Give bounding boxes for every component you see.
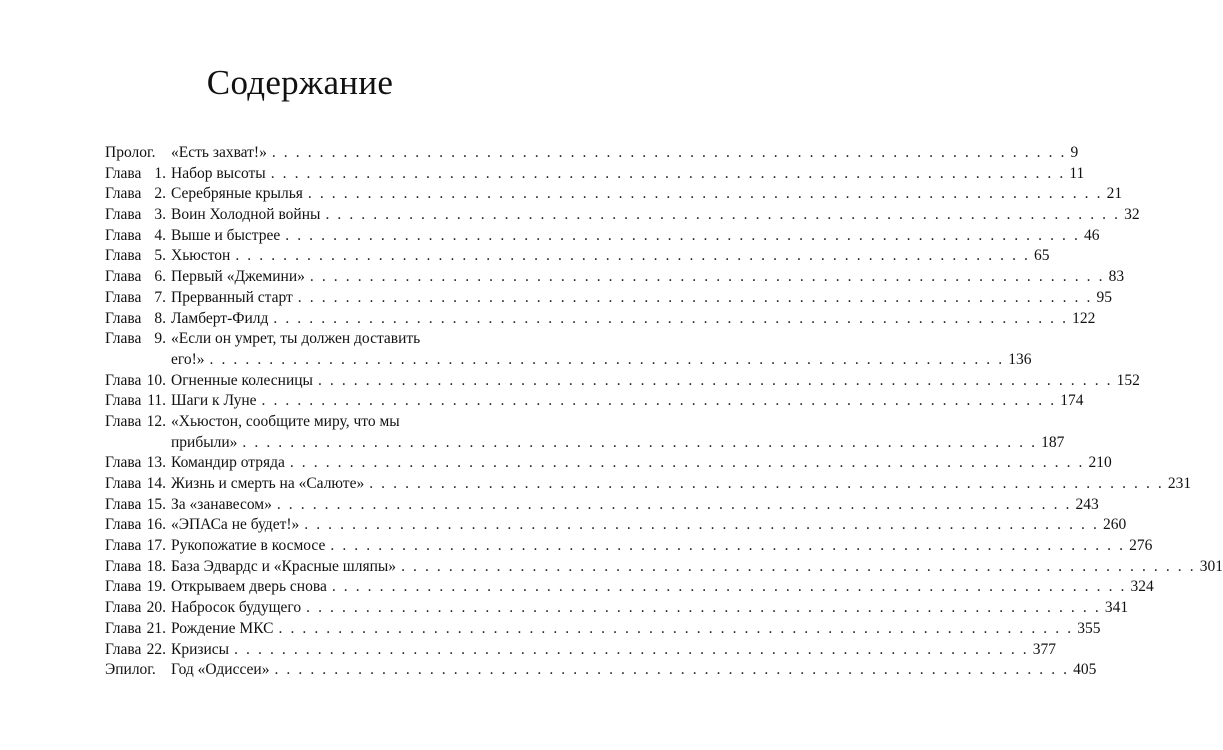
entry-title: Прерванный старт — [171, 288, 293, 306]
entry-label — [105, 164, 166, 185]
toc-entry-chapter-10 — [105, 371, 1140, 392]
toc-entry-chapter-8 — [105, 309, 1096, 330]
entry-title: Открываем дверь снова — [171, 578, 327, 596]
entry-label — [105, 598, 166, 619]
entry-label — [105, 288, 166, 309]
entry-prefix: Глава — [105, 330, 142, 348]
entry-title-continuation: прибыли» — [171, 433, 238, 451]
entry-number: 13. — [146, 454, 166, 472]
entry-number: 22. — [146, 640, 166, 658]
entry-prefix: Глава — [105, 206, 142, 224]
entry-body — [166, 205, 1140, 226]
entry-number: 11. — [147, 392, 166, 410]
dot-leader — [277, 495, 1072, 516]
entry-page-number: 32 — [1124, 206, 1140, 224]
entry-number: 16. — [146, 516, 166, 534]
dot-leader — [308, 184, 1103, 205]
entry-title: Первый «Джемини» — [171, 268, 305, 286]
dot-leader — [401, 557, 1196, 578]
entry-body — [166, 640, 1057, 661]
entry-prefix: Глава — [105, 640, 142, 658]
entry-label — [105, 184, 166, 205]
entry-body — [166, 536, 1153, 557]
entry-number: 6. — [154, 268, 166, 286]
entry-page-number: 187 — [1041, 433, 1065, 451]
entry-label — [105, 143, 166, 164]
entry-page-number: 341 — [1104, 599, 1129, 617]
entry-label — [105, 371, 166, 392]
toc-entry-epilog — [105, 660, 1097, 681]
entry-prefix: Глава — [105, 537, 142, 555]
entry-prefix: Пролог. — [105, 144, 156, 161]
toc-entry-chapter-17 — [105, 536, 1153, 557]
entry-label — [105, 267, 166, 288]
entry-prefix: Глава — [105, 599, 142, 617]
entry-prefix: Глава — [105, 454, 142, 472]
dot-leader — [318, 371, 1113, 392]
entry-body — [166, 474, 1192, 495]
entry-label — [105, 329, 166, 350]
entry-number: 17. — [146, 537, 166, 555]
entry-body — [166, 515, 1127, 536]
dot-leader — [272, 143, 1067, 164]
dot-leader — [273, 309, 1068, 330]
entry-body — [166, 577, 1154, 598]
entry-prefix: Эпилог. — [105, 661, 156, 679]
entry-prefix: Глава — [105, 371, 142, 389]
entry-prefix: Глава — [105, 268, 142, 286]
dot-leader — [279, 619, 1074, 640]
entry-label — [105, 412, 166, 433]
entry-body — [166, 246, 1050, 267]
toc-entry-chapter-19 — [105, 577, 1154, 598]
entry-page-number: 377 — [1032, 640, 1057, 658]
dot-leader — [298, 288, 1093, 309]
toc-entry-chapter-15 — [105, 495, 1099, 516]
table-of-contents — [105, 143, 1223, 681]
entry-number: 14. — [146, 475, 166, 493]
entry-title: Воин Холодной войны — [171, 206, 321, 224]
dot-leader — [325, 205, 1120, 226]
entry-label — [105, 205, 166, 226]
entry-label — [105, 660, 166, 681]
entry-title: Жизнь и смерть на «Салюте» — [171, 475, 365, 493]
toc-entry-chapter-16 — [105, 515, 1127, 536]
entry-body — [166, 557, 1223, 578]
entry-number: 4. — [154, 226, 166, 244]
entry-prefix: Глава — [105, 412, 142, 430]
entry-page-number: 260 — [1102, 516, 1127, 534]
entry-number: 10. — [146, 371, 166, 389]
dot-leader — [262, 391, 1057, 412]
entry-body — [166, 598, 1129, 619]
page-title: Содержание — [206, 63, 394, 102]
entry-number: 5. — [154, 247, 166, 265]
entry-body — [166, 184, 1123, 205]
entry-page-number: 276 — [1129, 537, 1153, 555]
entry-prefix: Глава — [105, 288, 142, 306]
entry-prefix: Глава — [105, 475, 142, 493]
entry-prefix: Глава — [105, 309, 142, 327]
toc-entry-chapter-9 — [105, 329, 1032, 370]
dot-leader — [332, 577, 1127, 598]
entry-title: «Хьюстон, сообщите миру, что мы — [171, 412, 400, 430]
dot-leader — [210, 350, 1005, 371]
entry-body — [166, 329, 1032, 370]
entry-page-number: 122 — [1072, 309, 1096, 327]
dot-leader — [304, 515, 1099, 536]
entry-page-number: 210 — [1088, 454, 1112, 472]
entry-label — [105, 391, 166, 412]
entry-number: 21. — [146, 619, 166, 637]
entry-title: Шаги к Луне — [171, 392, 257, 410]
entry-title: «Есть захват!» — [171, 144, 267, 161]
dot-leader — [234, 640, 1029, 661]
entry-title: Огненные колесницы — [171, 371, 313, 389]
entry-body — [166, 660, 1097, 681]
dot-leader — [310, 267, 1105, 288]
entry-title: Командир отряда — [171, 454, 285, 472]
dot-leader — [235, 246, 1030, 267]
entry-page-number: 83 — [1108, 268, 1125, 286]
entry-prefix: Глава — [105, 516, 142, 534]
entry-page-number: 405 — [1073, 661, 1097, 679]
toc-entry-chapter-21 — [105, 619, 1101, 640]
entry-label — [105, 495, 166, 516]
toc-entry-chapter-4 — [105, 226, 1100, 247]
toc-entry-chapter-12 — [105, 412, 1065, 453]
entry-label — [105, 474, 166, 495]
dot-leader — [242, 433, 1037, 454]
entry-page-number: 301 — [1199, 557, 1223, 575]
dot-leader — [285, 226, 1080, 247]
entry-page-number: 9 — [1070, 144, 1079, 161]
entry-title: «ЭПАСа не будет!» — [171, 516, 300, 534]
entry-title-continuation: его!» — [171, 350, 205, 368]
entry-title: Год «Одиссеи» — [171, 661, 270, 679]
entry-label — [105, 246, 166, 267]
toc-entry-chapter-13 — [105, 453, 1112, 474]
toc-entry-chapter-7 — [105, 288, 1112, 309]
entry-number: 9. — [154, 330, 166, 348]
entry-prefix: Глава — [105, 164, 142, 182]
entry-number: 8. — [154, 309, 166, 327]
entry-label — [105, 515, 166, 536]
entry-label — [105, 453, 166, 474]
toc-entry-chapter-11 — [105, 391, 1084, 412]
entry-title: Рукопожатие в космосе — [171, 537, 326, 555]
entry-label — [105, 577, 166, 598]
entry-title: Серебряные крылья — [171, 185, 303, 203]
entry-prefix: Глава — [105, 226, 142, 244]
entry-body — [166, 143, 1079, 164]
entry-page-number: 243 — [1075, 495, 1099, 513]
entry-page-number: 95 — [1096, 288, 1112, 306]
entry-body — [166, 309, 1096, 330]
entry-page-number: 355 — [1077, 619, 1101, 637]
toc-entry-chapter-1 — [105, 164, 1085, 185]
entry-title: Хьюстон — [171, 247, 231, 265]
entry-page-number: 11 — [1069, 164, 1085, 182]
entry-page-number: 21 — [1106, 185, 1123, 203]
dot-leader — [290, 453, 1085, 474]
entry-number: 12. — [146, 412, 166, 430]
toc-entry-chapter-2 — [105, 184, 1123, 205]
entry-label — [105, 226, 166, 247]
entry-number: 20. — [146, 599, 166, 617]
entry-body — [166, 371, 1140, 392]
toc-entry-chapter-3 — [105, 205, 1140, 226]
entry-number: 15. — [146, 495, 166, 513]
entry-body — [166, 164, 1085, 185]
dot-leader — [369, 474, 1164, 495]
entry-prefix: Глава — [105, 185, 142, 203]
entry-label — [105, 536, 166, 557]
entry-body — [166, 391, 1084, 412]
entry-title: База Эдвардс и «Красные шляпы» — [171, 557, 397, 575]
entry-label — [105, 309, 166, 330]
entry-page-number: 152 — [1116, 371, 1140, 389]
entry-page-number: 174 — [1060, 392, 1084, 410]
entry-prefix: Глава — [105, 247, 142, 265]
entry-body — [166, 495, 1099, 516]
entry-prefix: Глава — [105, 578, 142, 596]
entry-title: Ламберт-Филд — [171, 309, 269, 327]
entry-prefix: Глава — [105, 557, 142, 575]
entry-label — [105, 640, 166, 661]
toc-entry-chapter-14 — [105, 474, 1192, 495]
entry-number: 2. — [154, 185, 166, 203]
toc-entry-chapter-22 — [105, 640, 1057, 661]
entry-body — [166, 412, 1065, 453]
entry-body — [166, 267, 1125, 288]
entry-page-number: 324 — [1130, 578, 1154, 596]
dot-leader — [330, 536, 1125, 557]
toc-entry-chapter-18 — [105, 557, 1223, 578]
entry-title: Выше и быстрее — [171, 226, 281, 244]
entry-number: 18. — [146, 557, 166, 575]
toc-entry-chapter-5 — [105, 246, 1050, 267]
entry-number: 1. — [154, 164, 166, 182]
entry-number: 7. — [154, 288, 166, 306]
entry-prefix: Глава — [105, 392, 142, 410]
entry-label — [105, 557, 166, 578]
entry-title: Набросок будущего — [171, 599, 302, 617]
dot-leader — [274, 660, 1069, 681]
toc-entry-prolog — [105, 143, 1079, 164]
entry-title: За «занавесом» — [171, 495, 272, 513]
entry-title: Кризисы — [171, 640, 230, 658]
entry-body — [166, 288, 1112, 309]
entry-title: Набор высоты — [171, 164, 266, 182]
entry-page-number: 231 — [1167, 475, 1192, 493]
entry-title: «Если он умрет, ты должен доставить — [171, 330, 421, 348]
dot-leader — [271, 164, 1066, 185]
dot-leader — [306, 598, 1101, 619]
entry-label — [105, 619, 166, 640]
entry-number: 3. — [154, 206, 166, 224]
toc-entry-chapter-6 — [105, 267, 1125, 288]
entry-prefix: Глава — [105, 495, 142, 513]
entry-number: 19. — [146, 578, 166, 596]
entry-prefix: Глава — [105, 619, 142, 637]
toc-entry-chapter-20 — [105, 598, 1129, 619]
entry-page-number: 65 — [1034, 247, 1050, 265]
entry-page-number: 46 — [1083, 226, 1100, 244]
entry-title: Рождение МКС — [171, 619, 274, 637]
entry-body — [166, 453, 1112, 474]
entry-page-number: 136 — [1008, 350, 1032, 368]
entry-body — [166, 619, 1101, 640]
entry-body — [166, 226, 1100, 247]
